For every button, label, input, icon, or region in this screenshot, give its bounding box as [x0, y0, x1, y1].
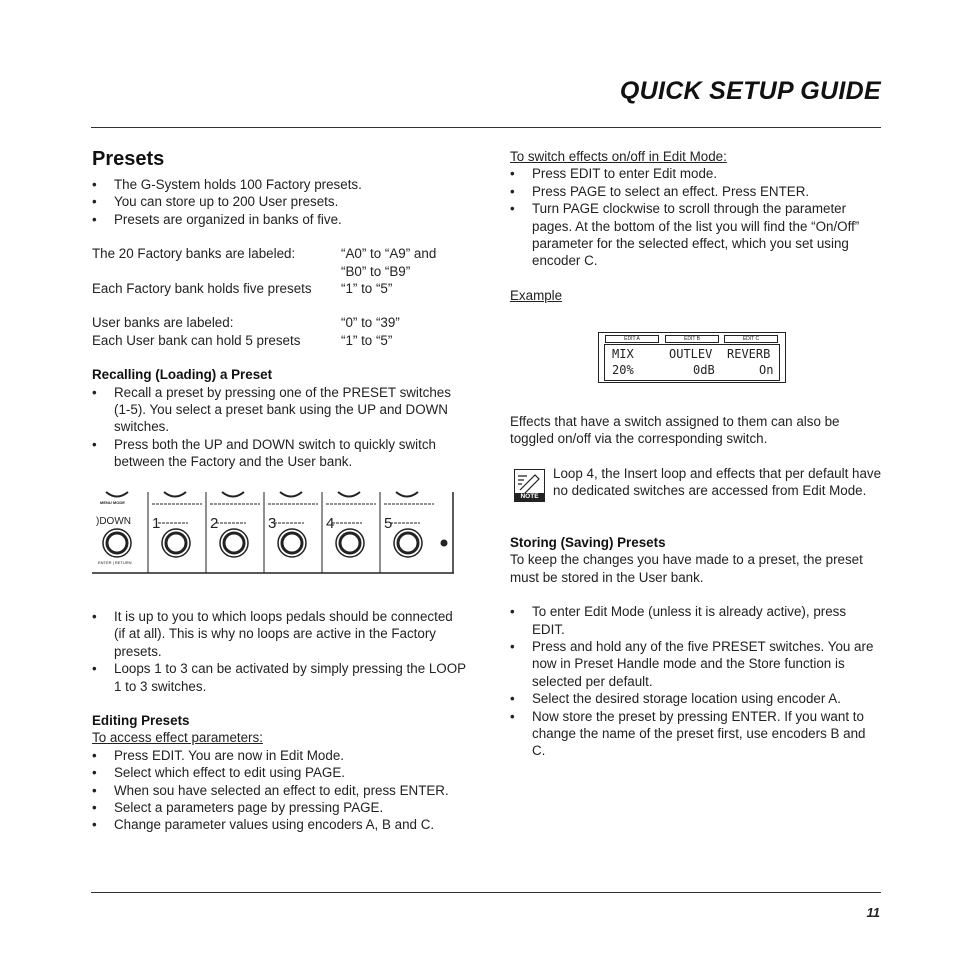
list-item: • Loops 1 to 3 can be activated by simply pressing the LOOP 1 to 3 switches.	[92, 660, 466, 695]
header-rule	[91, 127, 881, 128]
table-cell: The 20 Factory banks are labeled:	[92, 246, 296, 262]
effects-switch-paragraph	[510, 413, 882, 448]
lcd-param-reverb: REVERB	[727, 347, 771, 361]
list-item: • Presets are organized in banks of five.	[92, 211, 464, 228]
table-cell: “0” to “39”	[341, 315, 400, 331]
note-badge: NOTE	[515, 493, 544, 501]
lcd-display-example	[598, 332, 786, 383]
table-cell: “B0” to “B9”	[341, 263, 411, 279]
list-item: • Press and hold any of the five PRESET switches. You are now in Preset Handle mode and the Store function is selected per default.	[510, 638, 882, 690]
list-item: • It is up to you to which loops pedals should be connected (if at all). This is why no loops are active in the Factory presets.	[92, 608, 466, 660]
table-cell: “A0” to “A9” and	[341, 246, 437, 262]
recalling-bullet-list	[92, 384, 464, 471]
lcd-value-reverb: On	[759, 363, 774, 377]
footer-rule	[91, 892, 881, 893]
down-label: )DOWN	[96, 516, 131, 527]
banks-table	[92, 245, 464, 297]
lcd-tab-edit-a: EDIT A	[605, 335, 659, 343]
example-label: Example	[510, 287, 563, 303]
list-item: • Press EDIT. You are now in Edit Mode.	[92, 747, 466, 764]
list-item: • Select which effect to edit using PAGE.	[92, 764, 466, 781]
list-item: • Recall a preset by pressing one of the PRESET switches (1-5). You select a preset bank using the UP and DOWN switches.	[92, 384, 464, 436]
switch-effects-bullet-list	[510, 165, 882, 269]
recalling-heading: Recalling (Loading) a Preset	[92, 367, 273, 383]
footswitch-panel-illustration	[92, 487, 454, 575]
list-item: • When sou have selected an effect to edit, press ENTER.	[92, 782, 466, 799]
lcd-param-outlev: OUTLEV	[669, 347, 713, 361]
lcd-tab-edit-c: EDIT C	[724, 335, 778, 343]
access-params-label: To access effect parameters:	[92, 730, 263, 746]
lcd-param-mix: MIX	[612, 347, 634, 361]
list-item: • The G-System holds 100 Factory presets.	[92, 176, 464, 193]
storing-heading: Storing (Saving) Presets	[510, 535, 666, 550]
enter-return-label: ENTER | RETURN	[98, 560, 132, 565]
preset-number-1: 1	[152, 515, 161, 532]
editing-heading: Editing Presets	[92, 713, 190, 729]
list-item: • To enter Edit Mode (unless it is already active), press EDIT.	[510, 603, 882, 638]
list-item: • Turn PAGE clockwise to scroll through the parameter pages. At the bottom of the list you will find the “On/Off” parameter for the selected effect, which you set using encoder C.	[510, 200, 882, 270]
lcd-screen	[604, 344, 780, 381]
switch-effects-label: To switch effects on/off in Edit Mode:	[510, 149, 727, 164]
note-text: Loop 4, the Insert loop and effects that per default have no dedicated switches are accessed from Edit Mode.	[553, 466, 882, 499]
note-pen-icon	[515, 470, 544, 494]
editing-bullet-list	[92, 747, 466, 834]
list-item: • Select a parameters page by pressing PAGE.	[92, 799, 466, 816]
note-icon	[514, 469, 545, 502]
page-header-title: QUICK SETUP GUIDE	[619, 77, 881, 105]
left-column-bottom	[92, 608, 466, 834]
table-cell: User banks are labeled:	[92, 315, 234, 331]
page-number: 11	[866, 905, 880, 920]
list-item: • Select the desired storage location using encoder A.	[510, 690, 882, 707]
list-item: • Press PAGE to select an effect. Press ENTER.	[510, 183, 882, 200]
right-column-top	[510, 148, 882, 304]
intro-bullet-list	[92, 176, 464, 228]
list-item: • Press both the UP and DOWN switch to quickly switch between the Factory and the User bank.	[92, 436, 464, 471]
table-cell: Each Factory bank holds five presets	[92, 281, 312, 297]
note-text-block	[553, 465, 883, 500]
loops-bullet-list	[92, 608, 466, 695]
table-cell: “1” to “5”	[341, 332, 393, 348]
menu-mode-label: MENU MODE	[100, 500, 125, 505]
storing-bullet-list	[510, 603, 882, 760]
left-column-top	[92, 176, 464, 471]
list-item: • Press EDIT to enter Edit mode.	[510, 165, 882, 182]
lcd-value-outlev: 0dB	[693, 363, 715, 377]
preset-number-3: 3	[268, 515, 277, 532]
list-item: • Change parameter values using encoders A, B and C.	[92, 816, 466, 833]
effects-switch-text: Effects that have a switch assigned to them can also be toggled on/off via the corresponding switch.	[510, 414, 840, 447]
user-banks-table	[92, 314, 464, 349]
right-column-bottom	[510, 534, 882, 760]
preset-number-2: 2	[210, 515, 219, 532]
lcd-tab-edit-b: EDIT B	[665, 335, 719, 343]
list-item: • You can store up to 200 User presets.	[92, 193, 464, 210]
table-cell: Each User bank can hold 5 presets	[92, 332, 301, 348]
preset-number-4: 4	[326, 515, 335, 532]
preset-number-5: 5	[384, 515, 393, 532]
list-item: • Now store the preset by pressing ENTER. If you want to change the name of the preset first, use encoders B and C.	[510, 708, 882, 760]
section-title: Presets	[92, 148, 165, 170]
storing-intro: To keep the changes you have made to a preset, the preset must be stored in the User bank.	[510, 552, 863, 585]
table-cell: “1” to “5”	[341, 281, 393, 297]
lcd-value-mix: 20%	[612, 363, 634, 377]
